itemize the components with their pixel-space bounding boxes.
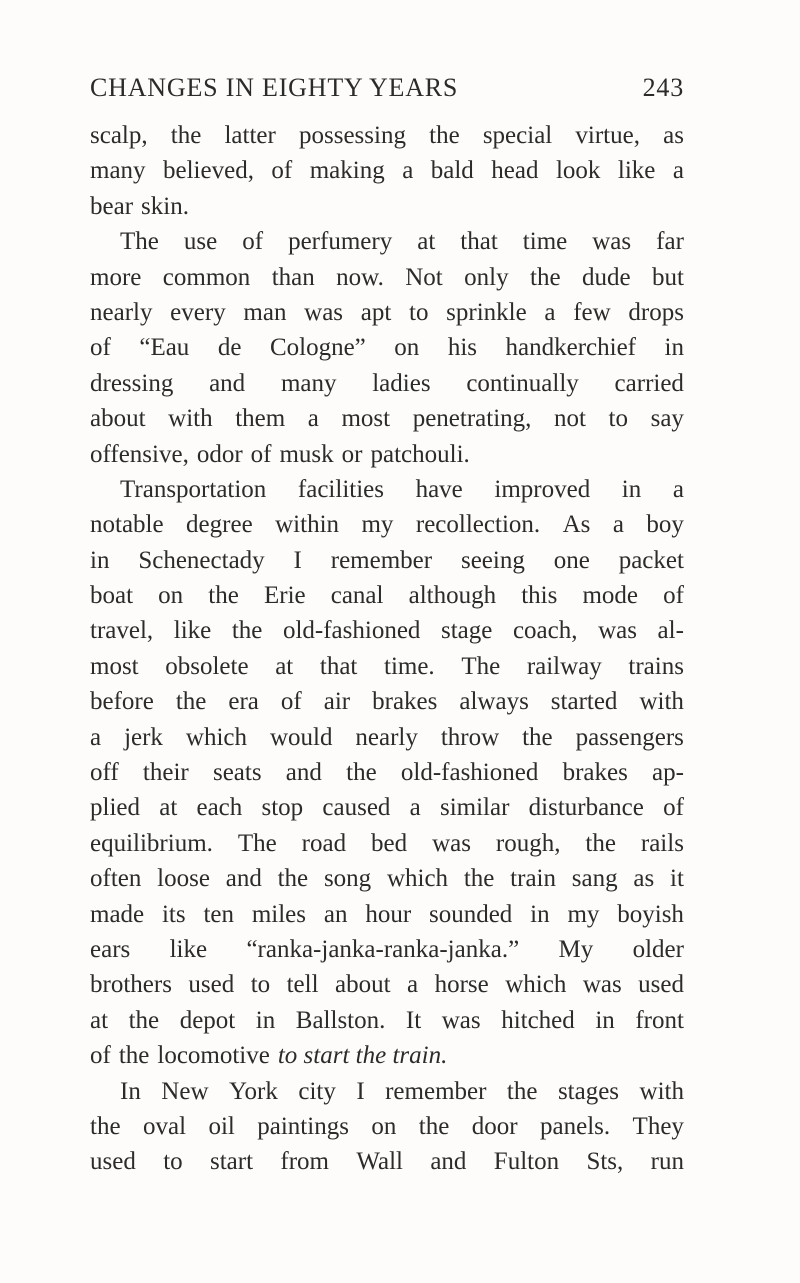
word: horse xyxy=(434,971,489,999)
word: with xyxy=(168,405,213,433)
word: railway xyxy=(526,652,602,680)
italic-phrase: to start the train. xyxy=(277,1042,448,1070)
word: depot xyxy=(179,1006,236,1034)
page-number: 243 xyxy=(642,73,684,102)
word: a xyxy=(612,511,624,539)
word: them xyxy=(235,405,286,433)
word: and xyxy=(430,1148,467,1176)
text-line xyxy=(90,897,684,932)
word: canal xyxy=(330,582,384,610)
word: packet xyxy=(618,546,684,574)
word: perfumery xyxy=(288,228,393,256)
word: as xyxy=(663,122,684,149)
word: latter xyxy=(224,122,276,149)
word: recollection. xyxy=(415,511,541,539)
word: often xyxy=(90,865,142,893)
text-line xyxy=(90,153,684,188)
word: “Eau xyxy=(139,334,190,362)
word: patchouli. xyxy=(370,440,470,468)
text-line xyxy=(90,330,684,365)
word: the xyxy=(231,617,263,645)
word: the xyxy=(463,865,495,893)
word: offensive, xyxy=(90,440,189,468)
word: old-fashioned xyxy=(282,617,421,645)
word: it xyxy=(670,865,684,893)
word: ladies xyxy=(372,369,431,397)
word: far xyxy=(656,228,684,256)
word: head xyxy=(491,157,539,185)
word: similar xyxy=(439,794,510,822)
word: would xyxy=(269,723,333,751)
word: city xyxy=(298,1077,336,1105)
word: special xyxy=(482,122,553,149)
word: which xyxy=(185,723,247,751)
word: the xyxy=(208,582,239,610)
word: As xyxy=(562,511,591,539)
word: de xyxy=(217,334,242,362)
word: like xyxy=(617,157,656,185)
word: the xyxy=(346,759,377,787)
word: paintings xyxy=(257,1112,349,1140)
word: ap- xyxy=(652,759,684,787)
word: disturbance xyxy=(528,794,644,822)
word: musk xyxy=(279,440,334,468)
word: one xyxy=(553,546,590,574)
word: made xyxy=(90,900,145,928)
word: stage xyxy=(441,617,493,645)
word: of xyxy=(663,794,684,822)
word: always xyxy=(459,688,529,716)
word: run xyxy=(650,1148,684,1176)
word: in xyxy=(90,546,110,574)
text-line xyxy=(90,684,684,719)
word: like xyxy=(173,617,212,645)
word: before xyxy=(90,688,154,716)
word: seeing xyxy=(460,546,525,574)
word: boat xyxy=(90,582,134,610)
word: a xyxy=(307,405,319,433)
word: at xyxy=(90,1006,109,1034)
word: in xyxy=(255,1006,276,1034)
word: which xyxy=(505,971,567,999)
word: in xyxy=(530,900,550,928)
word: at xyxy=(417,228,436,256)
word: was xyxy=(304,298,344,326)
word: in xyxy=(664,334,684,362)
word: a xyxy=(90,723,102,751)
word: caused xyxy=(322,794,391,822)
word: mode xyxy=(582,582,639,610)
word: to xyxy=(409,298,429,326)
word: Transportation xyxy=(120,475,267,503)
word: song xyxy=(323,865,372,893)
word: in xyxy=(595,1006,615,1034)
word: of xyxy=(90,334,111,362)
word: penetrating, xyxy=(412,405,532,433)
word: was xyxy=(432,829,471,857)
word: Schenectady xyxy=(138,546,265,574)
word: of xyxy=(250,440,272,468)
text-line xyxy=(90,260,684,295)
word: with xyxy=(639,1077,684,1105)
word: on xyxy=(394,334,420,362)
word: The xyxy=(120,228,159,256)
word: from xyxy=(280,1148,330,1176)
word: off xyxy=(90,759,119,787)
word: throw xyxy=(440,723,500,751)
word: scalp, xyxy=(90,122,148,149)
word: of xyxy=(90,1042,111,1070)
word: only xyxy=(464,263,509,291)
word: to xyxy=(163,1148,183,1176)
text-line xyxy=(90,1038,684,1073)
word: I xyxy=(356,1077,365,1105)
word: brakes xyxy=(372,688,438,716)
book-page xyxy=(90,68,684,1180)
word: look xyxy=(555,157,601,185)
word: many xyxy=(90,157,146,185)
word: my xyxy=(567,900,600,928)
word: not xyxy=(554,405,586,433)
word: man xyxy=(243,298,287,326)
running-head xyxy=(90,68,684,108)
word: tell xyxy=(286,971,319,999)
word: or xyxy=(341,440,363,468)
word: era xyxy=(228,688,259,716)
word: many xyxy=(280,369,337,397)
word: sounded xyxy=(428,900,513,928)
text-line xyxy=(90,366,684,401)
word: as xyxy=(633,865,655,893)
word: time xyxy=(522,228,568,256)
word: an xyxy=(323,900,348,928)
text-line xyxy=(90,1109,684,1144)
word: making xyxy=(309,157,385,185)
word: trains xyxy=(628,652,684,680)
word: was xyxy=(441,1006,481,1034)
word: of xyxy=(280,688,302,716)
word: miles xyxy=(251,900,307,928)
word: degree xyxy=(186,511,253,539)
word: brakes xyxy=(562,759,628,787)
word: loose xyxy=(157,865,210,893)
word: virtue, xyxy=(575,122,640,149)
word: a xyxy=(407,971,419,999)
word: the xyxy=(277,865,309,893)
word: the xyxy=(585,829,616,857)
word: possessing xyxy=(299,122,406,149)
word: a xyxy=(672,157,684,185)
text-line xyxy=(90,613,684,648)
word: road xyxy=(301,829,347,857)
word: was xyxy=(592,228,632,256)
word: boy xyxy=(646,511,684,539)
word: apt xyxy=(360,298,392,326)
word: travel, xyxy=(90,617,154,645)
word: rails xyxy=(640,829,684,857)
word: have xyxy=(415,475,463,503)
word: start xyxy=(210,1148,254,1176)
text-line xyxy=(90,118,684,153)
word: hour xyxy=(365,900,412,928)
word: They xyxy=(632,1112,684,1140)
text-line xyxy=(90,967,684,1002)
word: dude xyxy=(581,263,631,291)
body-text xyxy=(90,118,684,1180)
word: a xyxy=(544,298,556,326)
word: every xyxy=(170,298,226,326)
word: jerk xyxy=(124,723,163,751)
word: My xyxy=(558,935,594,963)
word: at xyxy=(275,652,294,680)
word: its xyxy=(161,900,186,928)
word: ears xyxy=(90,935,131,963)
word: obsolete xyxy=(165,652,249,680)
word: remember xyxy=(330,546,433,574)
word: than xyxy=(271,263,315,291)
word: continually xyxy=(466,369,579,397)
word: that xyxy=(319,652,358,680)
word: on xyxy=(371,1112,397,1140)
word: locomotive xyxy=(157,1042,270,1070)
word: In xyxy=(120,1077,141,1105)
word: but xyxy=(651,263,684,291)
word: Wall xyxy=(356,1148,403,1176)
word: sprinkle xyxy=(446,298,527,326)
text-line xyxy=(90,826,684,861)
word: passengers xyxy=(575,723,684,751)
text-line xyxy=(90,437,684,472)
word: the xyxy=(170,122,202,149)
text-line xyxy=(90,755,684,790)
word: the xyxy=(522,723,553,751)
word: the xyxy=(506,1077,538,1105)
text-line xyxy=(90,790,684,825)
word: Cologne” xyxy=(269,334,366,362)
word: stages xyxy=(557,1077,620,1105)
word: oval xyxy=(142,1112,187,1140)
word: bald xyxy=(430,157,474,185)
word: dressing xyxy=(90,369,174,397)
word: a xyxy=(672,475,684,503)
word: door xyxy=(471,1112,518,1140)
word: boyish xyxy=(617,900,684,928)
text-line xyxy=(90,1003,684,1038)
word: carried xyxy=(614,369,684,397)
word: York xyxy=(228,1077,278,1105)
word: Fulton xyxy=(493,1148,560,1176)
word: nearly xyxy=(90,298,153,326)
word: hitched xyxy=(501,1006,575,1034)
word: which xyxy=(386,865,449,893)
word: was xyxy=(598,617,637,645)
word: “ranka-janka-ranka-janka.” xyxy=(246,935,520,963)
word: now. xyxy=(336,263,384,291)
word: ten xyxy=(203,900,234,928)
word: notable xyxy=(90,511,164,539)
word: older xyxy=(632,935,684,963)
word: and xyxy=(225,865,262,893)
word: most xyxy=(90,652,139,680)
word: The xyxy=(237,829,277,857)
word: the xyxy=(429,122,460,149)
text-line xyxy=(90,189,684,224)
word: use xyxy=(183,228,218,256)
word: their xyxy=(142,759,189,787)
word: odor xyxy=(196,440,243,468)
text-line xyxy=(90,861,684,896)
word: oil xyxy=(208,1112,235,1140)
word: improved xyxy=(494,475,591,503)
word: and xyxy=(209,369,246,397)
word: used xyxy=(188,971,235,999)
word: bear xyxy=(90,192,134,220)
word: more xyxy=(90,263,142,291)
word: al- xyxy=(657,617,684,645)
word: at xyxy=(159,794,178,822)
word: skin. xyxy=(141,192,189,220)
word: like xyxy=(169,935,208,963)
word: stop xyxy=(261,794,304,822)
word: the xyxy=(90,1112,121,1140)
text-line xyxy=(90,507,684,542)
text-line xyxy=(90,224,684,259)
word: a xyxy=(409,794,421,822)
word: this xyxy=(521,582,558,610)
word: Erie xyxy=(263,582,306,610)
word: nearly xyxy=(355,723,418,751)
word: each xyxy=(196,794,243,822)
word: old-fashioned xyxy=(400,759,539,787)
word: remember xyxy=(385,1077,487,1105)
word: most xyxy=(341,405,391,433)
word: brothers xyxy=(90,971,172,999)
word: front xyxy=(635,1006,684,1034)
word: The xyxy=(461,652,501,680)
word: Not xyxy=(405,263,443,291)
word: drops xyxy=(628,298,684,326)
word: equilibrium. xyxy=(90,829,213,857)
text-line xyxy=(90,578,684,613)
word: although xyxy=(408,582,497,610)
word: rough, xyxy=(495,829,561,857)
word: in xyxy=(621,475,642,503)
text-line xyxy=(90,720,684,755)
word: say xyxy=(650,405,684,433)
word: handkerchief xyxy=(505,334,636,362)
running-head-title: CHANGES IN EIGHTY YEARS xyxy=(90,73,459,102)
word: of xyxy=(242,228,264,256)
word: on xyxy=(158,582,184,610)
text-line xyxy=(90,401,684,436)
word: a xyxy=(402,157,414,185)
word: plied xyxy=(90,794,140,822)
word: used xyxy=(90,1148,136,1176)
word: my xyxy=(361,511,394,539)
word: time. xyxy=(384,652,435,680)
word: used xyxy=(638,971,684,999)
word: his xyxy=(447,334,477,362)
word: that xyxy=(460,228,498,256)
word: air xyxy=(323,688,351,716)
word: I xyxy=(293,546,302,574)
word: to xyxy=(608,405,628,433)
text-line xyxy=(90,543,684,578)
word: of xyxy=(271,157,293,185)
word: the xyxy=(418,1112,450,1140)
word: few xyxy=(573,298,611,326)
word: Sts, xyxy=(586,1148,624,1176)
word: the xyxy=(128,1006,160,1034)
word: panels. xyxy=(540,1112,611,1140)
word: about xyxy=(335,971,391,999)
word: seats xyxy=(212,759,262,787)
text-line xyxy=(90,1074,684,1109)
word: about xyxy=(90,405,146,433)
text-line xyxy=(90,1144,684,1179)
word: New xyxy=(161,1077,209,1105)
word: started xyxy=(550,688,618,716)
word: to xyxy=(250,971,271,999)
word: the xyxy=(175,688,207,716)
word: facilities xyxy=(297,475,384,503)
text-line xyxy=(90,472,684,507)
word: Ballston. xyxy=(295,1006,386,1034)
word: common xyxy=(162,263,251,291)
word: the xyxy=(530,263,561,291)
word: train xyxy=(510,865,556,893)
word: bed xyxy=(371,829,408,857)
word: the xyxy=(118,1042,150,1070)
word: was xyxy=(582,971,622,999)
word: coach, xyxy=(512,617,578,645)
text-line xyxy=(90,932,684,967)
text-line xyxy=(90,295,684,330)
word: within xyxy=(275,511,340,539)
text-line xyxy=(90,649,684,684)
word: of xyxy=(663,582,684,610)
word: with xyxy=(639,688,684,716)
word: believed, xyxy=(163,157,254,185)
word: sang xyxy=(571,865,618,893)
word: and xyxy=(285,759,322,787)
word: It xyxy=(405,1006,422,1034)
